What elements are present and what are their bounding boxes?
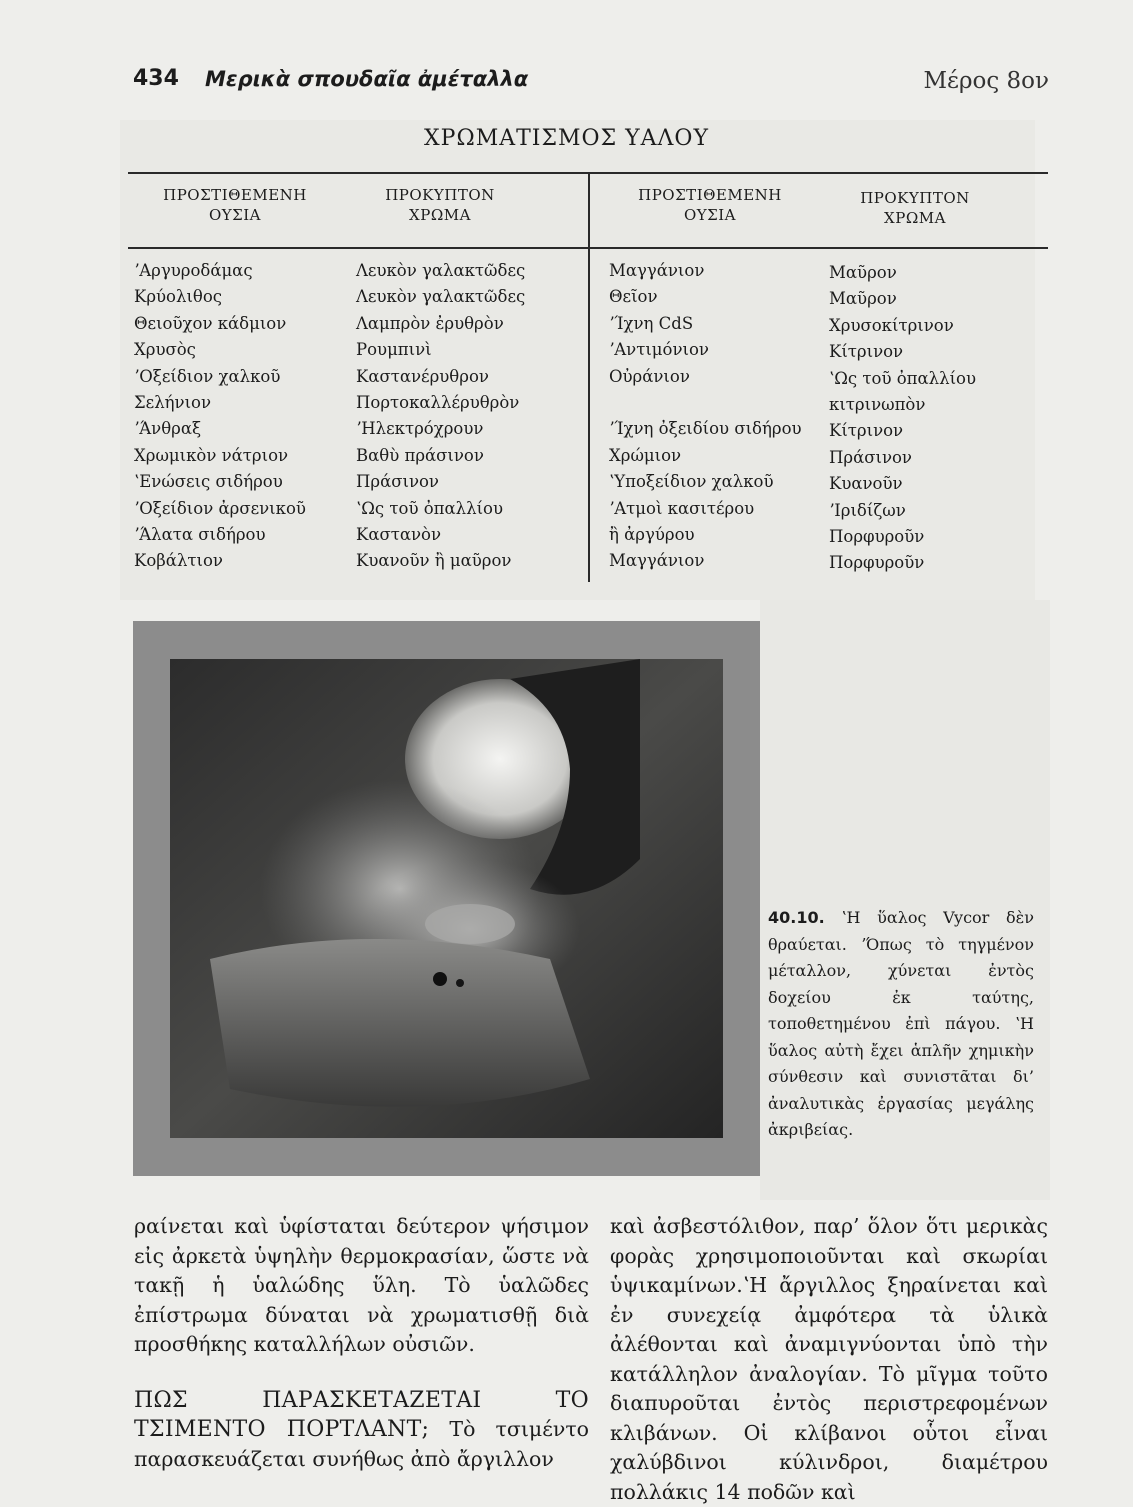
column-header-substance-right [605,185,815,225]
figure-number: 40.10. [768,908,825,927]
table-cell: Βαθὺ πράσινον [356,445,484,465]
table-cell: Πορφυροῦν [829,553,925,573]
table-cell: Καστανὸν [356,524,441,544]
table-title: ΧΡΩΜΑΤΙΣΜΟΣ ΥΑΛΟΥ [423,126,709,151]
table-cell: Χρώμιον [609,445,682,465]
header-line: ΠΡΟΚΥΠΤΟΝ [860,189,970,207]
header-line: ΠΡΟΣΤΙΘΕΜΕΝΗ [638,186,782,204]
table-cell: ʼΟξείδιον χαλκοῦ [134,366,281,386]
table-cell: Πράσινον [829,447,912,467]
vycor-glass-photo [170,659,723,1138]
table-cell: Κυανοῦν [829,474,903,494]
table-cell: Ρουμπινὶ [356,340,432,360]
table-cell: Χρυσοκίτρινον [829,315,954,335]
left-color-column [356,258,525,575]
header-line: ΟΥΣΙΑ [683,206,737,224]
table-cell: Μαῦρον [829,263,897,282]
right-color-column [829,260,976,577]
table-cell: Κίτρινον [829,342,904,362]
table-cell: Κοβάλτιον [134,551,223,571]
table-cell: ʼΊχνη ὀξειδίου σιδήρου [609,419,802,439]
section-heading: ΠΩΣ ΠΑΡΑΣΚΕΤΑΖΕΤΑΙ ΤΟ ΤΣΙΜΕΝΤΟ ΠΟΡΤΛΑΝΤ; [134,1387,589,1442]
part-label: Μέρος 8ον [923,68,1049,94]
table-cell: ʽΩς τοῦ ὀπαλλίου [356,498,504,518]
paragraph: ραίνεται καὶ ὑφίσταται δεύτερον ψήσιμον εἰς ἀρκετὰ ὑψηλὴν θερμοκρασίαν, ὥστε νὰ τακῇ ἡ ὑαλώδης ὕλη. Τὸ ὑαλῶδες ἐπίστρωμα δύναται νὰ χρωματισθῇ διὰ προσθήκης καταλλήλων οὐσιῶν. [134,1214,589,1356]
table-cell: ʽΕνώσεις σιδήρου [134,472,283,492]
table-cell: ʼΗλεκτρόχρουν [356,419,484,439]
figure-caption [768,905,1034,1144]
table-cell: ʼΑτμοὶ κασιτέρου [609,498,755,518]
table-cell: Καστανέρυθρον [356,366,489,386]
body-column-left [134,1212,589,1474]
header-line: ΟΥΣΙΑ [208,206,262,224]
table-cell: Μαῦρον [829,289,897,309]
right-substance-column [609,258,802,575]
table-cell: ʼΑργυροδάμας [134,261,253,280]
photo-illustration [170,659,723,1138]
table-cell: ʼΑντιμόνιον [609,340,709,360]
table-center-divider [588,172,590,582]
column-header-substance-left [140,185,330,225]
paragraph: καὶ ἀσβεστόλιθον, παρ’ ὅλον ὅτι μερικὰς φορὰς χρησιμοποιοῦνται καὶ σκωρίαι ὑψικαμίνων.ʽΗ ἄργιλλος ξηραίνεται καὶ ἐν συνεχείᾳ ἀμφότερα τὰ ὑλικὰ ἀλέθονται καὶ ἀναμιγνύονται ὑπὸ τὴν κατάλληλον ἀναλογίαν. Τὸ μῖγμα τοῦτο διαπυροῦται ἐντὸς περιστρεφομένων κλιβάνων. Οἱ κλίβανοι οὗτοι εἶναι χαλύβδινοι κύλινδροι, διαμέτρου πολλάκις 14 ποδῶν καὶ [610,1214,1048,1504]
table-cell: Θεῖον [609,287,658,307]
table-cell: Σελήνιον [134,392,212,412]
header-line: ΠΡΟΚΥΠΤΟΝ [385,186,495,204]
header-line: ΠΡΟΣΤΙΘΕΜΕΝΗ [163,186,307,204]
table-cell: Πράσινον [356,472,439,492]
table-cell: Πορφυροῦν [829,526,925,546]
table-cell: Κίτρινον [829,421,904,441]
column-header-color-right [820,188,1010,228]
figure-caption-text: ʽΗ ὕαλος Vycor δὲν θραύεται. ʼΌπως τὸ τηγμένον μέταλλον, χύνεται ἐντὸς δοχείου ἐκ ταύτης, τοποθετημένου ἐπὶ πάγου. ʽΗ ὕαλος αὐτὴ ἔχει ἁπλῆν χημικὴν σύνθεσιν καὶ συνιστᾶται δι’ ἀναλυτικὰς ἐργασίας μεγάλης ἀκριβείας. [768,908,1034,1139]
table-cell: ʽΩς τοῦ ὀπαλλίου [829,368,977,388]
section-text: Τὸ τσιμέντο παρασκευάζεται συνήθως ἀπὸ ἄργιλλον [134,1417,589,1471]
page-number: 434 [133,66,179,91]
table-cell: ʼΊχνη CdS [609,313,694,333]
table-cell: ʼΆλατα σιδήρου [134,524,266,544]
table-cell: ʼΆνθραξ [134,419,202,439]
table-cell: ʼΟξείδιον ἀρσενικοῦ [134,498,306,518]
spacer [134,1360,589,1386]
section-paragraph [134,1386,589,1475]
table-cell: Λευκὸν γαλακτῶδες [356,261,526,280]
table-cell: ʽΥποξείδιον χαλκοῦ [609,472,774,492]
table-cell: ʼΙριδίζων [829,500,906,520]
table-cell: Οὐράνιον [609,366,690,386]
table-cell: Μαγγάνιον [609,551,705,571]
table-cell: Χρωμικὸν νάτριον [134,445,289,465]
left-substance-column [134,258,306,575]
table-cell [609,390,802,416]
header-line: ΧΡΩΜΑ [409,206,471,224]
table-cell: Πορτοκαλλέρυθρὸν [356,392,520,412]
column-header-color-left [345,185,535,225]
table-cell: Μαγγάνιον [609,261,705,280]
table-cell: Κυανοῦν ἢ μαῦρον [356,551,512,571]
body-column-right [610,1212,1048,1507]
table-cell: Θειοῦχον κάδμιον [134,313,287,333]
table-cell: κιτρινωπὸν [829,394,926,414]
table-cell: ἢ ἀργύρου [609,524,695,544]
running-title: Μερικὰ σπουδαῖα ἀμέταλλα [205,67,529,91]
table-cell: Χρυσὸς [134,340,196,360]
table-cell: Λαμπρὸν ἐρυθρὸν [356,313,504,333]
table-cell: Λευκὸν γαλακτῶδες [356,287,526,307]
header-line: ΧΡΩΜΑ [884,209,946,227]
table-cell: Κρύολιθος [134,287,223,307]
